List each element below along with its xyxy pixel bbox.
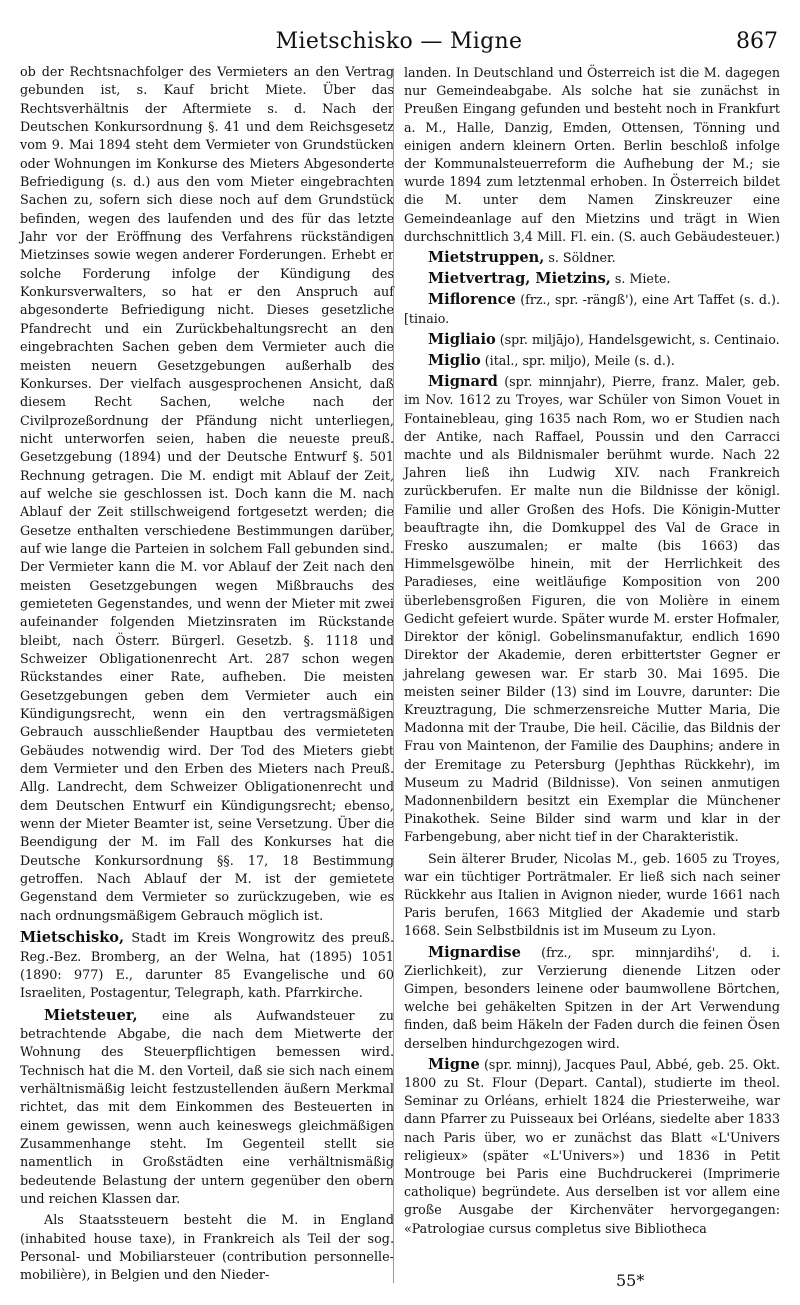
headword: Mietsteuer,	[44, 1006, 138, 1024]
entry-mignard	[404, 373, 780, 846]
entry-body: (spr. minnj), Jacques Paul, Abbé, geb. 25. Okt. 1800 zu St. Flour (Depart. Cantal), studierte im theol. Seminar zu Orléans, erhielt 1824 die Priesterweihe, war dann Pfarrer zu Puisseaux bei Orléans, siedelte aber 1833 nach Paris über, wo er zunächst das Blatt «L'Univers religieux» (später «L'Univers») und 1836 in Petit Montrouge bei Paris eine Buchdruckerei (Imprimerie catholique) begründete. Aus derselben ist vor allem eine große Ausgabe der Kirchenväter hervorgegangen: «Patrologiae cursus completus sive Bibliotheca	[404, 1056, 780, 1236]
entry-miflorence	[404, 291, 780, 327]
headword: Miglio	[428, 352, 481, 370]
entry-mignardise	[404, 944, 780, 1053]
entry-text: ob der Rechtsnachfolger des Vermieters an den Vertrag gebunden ist, s. Kauf bricht Miete. Über das Rechtsverhältnis der Aftermiete s. d. Nach der Deutschen Konkursordnung §. 41 und dem Reichsgesetz vom 9. Mai 1894 steht dem Vermieter von Grundstücken oder Wohnungen im Konkurse des Mieters Abgesonderte Befriedigung (s. d.) aus den vom Mieter eingebrachten Sachen zu, sofern sich diese noch auf dem Grundstück befinden, wegen des laufenden und des für das letzte Jahr vor der Eröffnung des Verfahrens rückständigen Mietzinses sowie wegen anderer Forderungen. Erhebt er solche Forderung infolge der Kündigung des Konkursverwalters, so hat er den Anspruch auf abgesonderte Befriedigung nicht. Dieses gesetzliche Pfandrecht und ein Zurückbehaltungsrecht an den eingebrachten Sachen geben dem Vermieter auch die meisten neuern Gesetzgebungen außerhalb des Konkurses. Der vielfach ausgesprochenen Ansicht, daß diesem Recht Sachen, welche nach der Civilprozeßordnung der Pfändung nicht unterliegen, nicht unterworfen seien, haben die neueste preuß. Gesetzgebung (1894) und der Deutsche Entwurf §. 501 Rechnung getragen. Die M. endigt mit Ablauf der Zeit, auf welche sie geschlossen ist. Doch kann die M. nach Ablauf der Zeit stillschweigend fortgesetzt werden; die Gesetze enthalten verschiedene Bestimmungen darüber, auf wie lange die Parteien in solchem Fall gebunden sind. Der Vermieter kann die M. vor Ablauf der Zeit nach den meisten Gesetzgebungen wegen Mißbrauchs des gemieteten Gegenstandes, und wenn der Mieter mit zwei aufeinander folgenden Mietzinsraten im Rückstande bleibt, nach Österr. Bürgerl. Gesetzb. §. 1118 und Schweizer Obligationenrecht Art. 287 schon wegen Rückstandes einer Rate, aufheben. Die meisten Gesetzgebungen geben dem Vermieter auch ein Kündigungsrecht, wenn ein den vertragsmäßigen Gebrauch ausschließender Hauptbau des vermieteten Gebäudes notwendig wird. Der Tod des Mieters giebt dem Vermieter und den Erben des Mieters nach Preuß. Allg. Landrecht, dem Schweizer Obligationenrecht und dem Deutschen Entwurf ein Kündigungsrecht; ebenso, wenn der Mieter Beamter ist, seine Versetzung. Über die Beendigung der M. im Fall des Konkurses hat die Deutsche Konkursordnung §§. 17, 18 Bestimmung getroffen. Nach Ablauf der M. ist der gemietete Gegenstand dem Vermieter so zurückzugeben, wie es nach ordnungsmäßigem Gebrauch möglich ist.	[20, 65, 394, 924]
entry-migliaio	[404, 331, 780, 349]
page-number: 867	[736, 29, 778, 54]
headword: Mietstruppen,	[428, 249, 545, 267]
headword: Migliaio	[428, 330, 496, 348]
entry-mietstruppen	[404, 249, 780, 267]
entry-mietsteuer	[20, 1007, 394, 1210]
printer-signature: 55*	[616, 1271, 645, 1290]
entry-mietvertrag	[404, 270, 780, 288]
entry-body: (ital., spr. miljo), Meile (s. d.).	[480, 353, 675, 369]
headword: Mietvertrag, Mietzins,	[428, 270, 611, 288]
entry-body: s. Söldner.	[544, 250, 616, 266]
left-column	[20, 64, 394, 1286]
entry-body: eine als Aufwandsteuer zu betrachtende Abgabe, die nach dem Mietwerte der Wohnung des Steuerpflichtigen bemessen wird. Technisch hat die M. den Vorteil, daß sie sich nach einem verhältnismäßig leicht festzustellenden äußern Merkmal richtet, das mit dem Einkommen des Besteuerten in einem gewissen, wenn auch keineswegs gleichmäßigen Zusammenhange steht. Im Gegenteil stellt sie namentlich in Großstädten eine verhältnismäßig bedeutende Belastung der untern gegenüber den obern und reichen Klassen dar.	[20, 1008, 394, 1207]
entry-miglio	[404, 352, 780, 370]
entry-body: s. Miete.	[610, 271, 671, 287]
running-head: Mietschisko — Migne	[275, 29, 523, 54]
right-column	[404, 64, 780, 1238]
column-divider	[393, 68, 394, 1283]
entry-paragraph: Als Staatssteuern besteht die M. in England (inhabited house taxe), in Frankreich als Teil der sog. Personal- und Mobiliarsteuer (contribution personnelle-mobilière), in Belgien und den Nieder-	[20, 1213, 394, 1284]
entry-body: (frz., spr. -rängß'), eine Art Taffet (s. d.). [tinaio.	[404, 292, 780, 326]
entry-body: (frz., spr. minnjardihś', d. i. Zierlichkeit), zur Verzierung dienende Litzen oder Gimpen, besonders leinene oder baumwollene Börtchen, welche bei gehäkelten Spitzen in der Art Verwendung finden, daß beim Häkeln der Faden durch die feinen Ösen derselben hindurchgezogen wird.	[404, 944, 780, 1051]
headword: Miflorence	[428, 291, 516, 309]
entry-body: (spr. minnjahr), Pierre, franz. Maler, geb. im Nov. 1612 zu Troyes, war Schüler von Simon Vouet in Fontainebleau, ging 1635 nach Rom, wo er Studien nach der Antike, nach Raffael, Poussin und den Carracci machte und als Bildnismaler berühmt wurde. Nach 22 Jahren ließ ihn Ludwig XIV. nach Frankreich zurückberufen. Er malte nun die Bildnisse der königl. Familie und aller Großen des Hofs. Die Königin-Mutter beauftragte ihn, die Domkuppel des Val de Grace in Fresko auszumalen; er malte (bis 1663) das Himmelsgewölbe hinein, mit der Herrlichkeit des Paradieses, eine weitläufige Komposition von 200 überlebensgroßen Figuren, die von Molière in einem Gedicht gefeiert wurde. Später wurde M. erster Hofmaler, Direktor der königl. Gobelinsmanufaktur, endlich 1690 Direktor der Akademie, deren erbittertster Gegner er jahrelang gewesen war. Er starb 30. Mai 1695. Die meisten seiner Bilder (13) sind im Louvre, darunter: Die Kreuztragung, Die schmerzensreiche Mutter Maria, Die Madonna mit der Traube, Die heil. Cäcilie, das Bildnis der Frau von Maintenon, der Familie des Dauphins; andere in der Eremitage zu Petersburg (Jephthas Rückkehr), im Museum zu Madrid (Bildnisse). Von seinen anmutigen Madonnenbildern besitzt ein Exemplar die Münchener Pinakothek. Seine Bilder sind warm und klar in der Farbengebung, aber nicht tief in der Charakteristik.	[404, 374, 780, 845]
entry-body: Stadt im Kreis Wongrowitz des preuß. Reg.-Bez. Bromberg, an der Welna, hat (1895) 1051 (1890: 977) E., darunter 85 Evangelische und 60 Israeliten, Postagentur, Telegraph, kath. Pfarrkirche.	[20, 931, 394, 1002]
entry-paragraph: Sein älterer Bruder, Nicolas M., geb. 1605 zu Troyes, war ein tüchtiger Porträtmaler. Er ließ sich nach seiner Rückkehr aus Italien in Avignon nieder, wurde 1661 nach Paris berufen, 1663 Mitglied der Akademie und starb 1668. Sein Selbstbildnis ist im Museum zu Lyon.	[404, 850, 780, 939]
entry-body: (spr. miljājo), Handelsgewicht, s. Centinaio.	[495, 331, 780, 347]
headword: Mignardise	[428, 943, 521, 961]
headword: Mietschisko,	[20, 929, 125, 947]
headword: Migne	[428, 1055, 480, 1073]
page-header	[20, 28, 778, 56]
headword: Mignard	[428, 373, 498, 391]
entry-text: landen. In Deutschland und Österreich ist die M. dagegen nur Gemeindeabgabe. Als solche hat sie zunächst in Preußen Eingang gefunden und besteht noch in Frankfurt a. M., Halle, Danzig, Emden, Ottensen, Tönning und einigen andern kleinern Orten. Berlin beschloß infolge der Kommunalsteuerreform die Aufhebung der M.; sie wurde 1894 zum letztenmal erhoben. In Österreich bildet die M. unter dem Namen Zinskreuzer eine Gemeindeanlage auf den Mietzins und trägt in Wien durchschnittlich 3,4 Mill. Fl. ein. (S. auch Gebäudesteuer.)	[404, 65, 780, 244]
entry-mietschisko	[20, 929, 394, 1003]
entry-migne	[404, 1056, 780, 1238]
